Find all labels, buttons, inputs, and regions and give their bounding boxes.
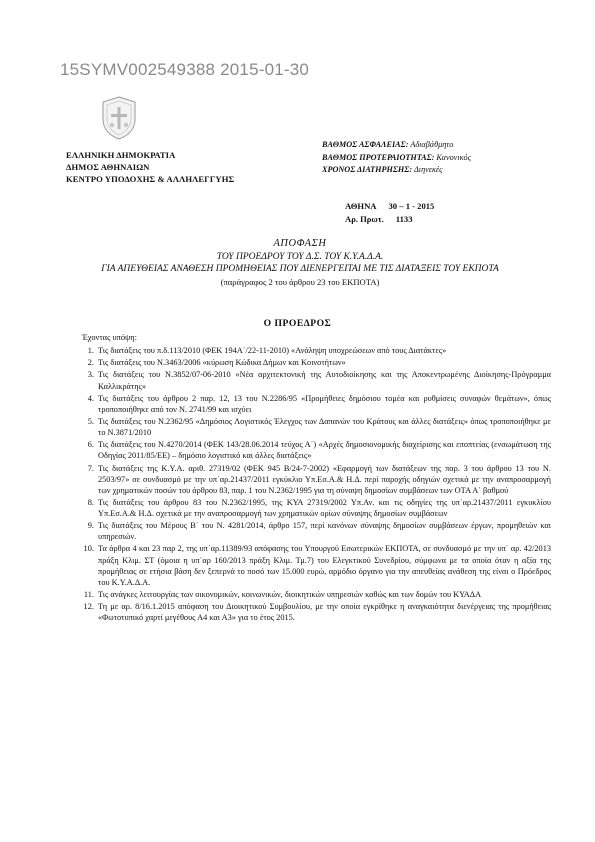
- list-item: 11. Τις ανάγκες λειτουργίας των οικονομικών, κοινωνικών, διοικητικών υπηρεσιών καθώς και των δομών του ΚΥΑΔΑ: [96, 589, 551, 600]
- issuer-line: ΚΕΝΤΡΟ ΥΠΟΔΟΧΗΣ & ΑΛΛΗΛΕΓΓΥΗΣ: [66, 174, 235, 184]
- decision-legal-note: (παράγραφος 2 του άρθρου 23 του ΕΚΠΟΤΑ): [220, 276, 380, 287]
- protocol-line: Αρ. Πρωτ. 1133: [345, 213, 413, 224]
- list-item: 5. Τις διατάξεις του Ν.2362/95 «Δημόσιος Λογιστικός Έλεγχος των Δαπανών του Κράτους και άλλες διατάξεις» όπως τροποποιήθηκε με το Ν.3871/2010: [96, 416, 551, 438]
- list-item: 1. Τις διατάξεις του π.δ.113/2010 (ΦΕΚ 194Α΄/22-11-2010) «Ανάληψη υποχρεώσεων από τους Διατάκτες»: [96, 345, 551, 356]
- list-item: 6. Τις διατάξεις του Ν.4270/2014 (ΦΕΚ 143/28.06.2014 τεύχος Α΄) «Αρχές δημοσιονομικής διαχείρισης και εποπτείας (ενσωμάτωση της Οδηγίας 2011/85/ΕΕ) – δημόσιο λογιστικό και άλλες διατάξεις»: [96, 439, 551, 461]
- list-item: 2. Τις διατάξεις του Ν.3463/2006 «κύρωση Κώδικα Δήμων και Κοινοτήτων»: [96, 357, 551, 368]
- decision-subject: ΓΙΑ ΑΠΕΥΘΕΙΑΣ ΑΝΑΘΕΣΗ ΠΡΟΜΗΘΕΙΑΣ ΠΟΥ ΔΙΕΝΕΡΓΕΙΤΑΙ ΜΕ ΤΙΣ ΔΙΑΤΑΞΕΙΣ ΤΟΥ ΕΚΠΟΤΑ: [101, 264, 499, 275]
- greek-republic-emblem-icon: [100, 95, 138, 141]
- list-item: 3. Τις διατάξεις του Ν.3852/07-06-2010 «Νέα αρχιτεκτονική της Αυτοδιοίκησης και της Αποκεντρωμένης Διοίκησης-Πρόγραμμα Καλλικράτης»: [96, 369, 551, 391]
- list-item: 10. Τα άρθρα 4 και 23 παρ 2, της υπ΄αρ.11389/93 απόφασης του Υπουργού Εσωτερικών ΕΚΠΟΤΑ, σε συνδυασμό με την υπ΄ αρ. 42/2013 πράξη Κλιμ. ΣΤ (όμοια η υπ΄αρ 160/2013 πράξη Κλιμ. Τμ.7) του Ελεγκτικού Συνεδρίου, σύμφωνα με τα οποία όταν η αξία της προμήθειας σε ετήσια βάση δεν ξεπερνά το ποσό των 15.000 ευρώ, αρμόδιο όργανο για την απευθείας ανάθεση της είναι ο Πρόεδρος του Κ.Υ.Α.Δ.Α.: [96, 543, 551, 587]
- list-item: 7. Τις διατάξεις της Κ.Υ.Α. αριθ. 27319/02 (ΦΕΚ 945 Β/24-7-2002) «Εφαρμογή των διατάξεων της παρ. 3 του άρθρου 13 του Ν. 2503/97» σε συνδυασμό με την υπ΄αρ.21437/2011 εγκύκλιο Υπ.Εσ.Α.& Η.Δ. περί παροχής οδηγιών σχετικά με την αναπροσαρμογή των χρηματικών ποσών του άρθρου 83, παρ. 1 του Ν.2362/1995 για τη σύναψη δημοσίων συμβάσεων των ΟΤΑ Α΄ βαθμού: [96, 463, 551, 496]
- list-item: 8. Τις διατάξεις του άρθρου 83 του Ν.2362/1995, της ΚΥΑ 27319/2002 Υπ.Αν. και τις οδηγίες της υπ΄αρ.21437/2011 εγκυκλίου Υπ.Εσ.Α.& Η.Δ. σχετικά με την αναπροσαρμογή των χρηματικών ορίων σύναψης δημοσίων συμβάσεων: [96, 497, 551, 519]
- considerations-list: [82, 345, 551, 624]
- document-id: 15SYMV002549388 2015-01-30: [60, 60, 310, 79]
- date-line: ΑΘΗΝΑ 30 – 1 - 2015: [345, 201, 435, 211]
- issuer-line: ΕΛΛΗΝΙΚΗ ΔΗΜΟΚΡΑΤΙΑ: [66, 150, 176, 160]
- role-heading: Ο ΠΡΟΕΔΡΟΣ: [263, 318, 332, 329]
- classification-priority: ΒΑΘΜΟΣ ΠΡΟΤΕΡΑΙΟΤΗΤΑΣ: Κανονικός: [322, 152, 471, 162]
- decision-title: [62, 238, 538, 288]
- issuer-line: ΔΗΜΟΣ ΑΘΗΝΑΙΩΝ: [66, 162, 150, 172]
- considerations-intro: Έχοντας υπόψη:: [82, 333, 137, 342]
- decision-subtitle: ΤΟΥ ΠΡΟΕΔΡΟΥ ΤΟΥ Δ.Σ. ΤΟΥ Κ.Υ.Α.Δ.Α.: [216, 251, 384, 262]
- classification-retention: ΧΡΟΝΟΣ ΔΙΑΤΗΡΗΣΗΣ: Διηνεκές: [322, 165, 443, 175]
- date-protocol-block: [345, 200, 434, 225]
- list-item: 4. Τις διατάξεις του άρθρου 2 παρ. 12, 13 του Ν.2286/95 «Προμήθειες δημόσιου τομέα και ρυθμίσεις συναφών θεμάτων», όπως τροποποιήθηκε από τον Ν. 2741/99 και ισχύει: [96, 393, 551, 415]
- issuer-block: [66, 149, 234, 185]
- list-item: 12. Τη με αρ. 8/16.1.2015 απόφαση του Διοικητικού Συμβουλίου, με την οποία εγκρίθηκε η αναγκαιότητα διενέργειας της προμήθειας «Φωτοτυπικό χαρτί μεγέθους Α4 και Α3» για το έτος 2015.: [96, 601, 551, 623]
- classification-security: ΒΑΘΜΟΣ ΑΣΦΑΛΕΙΑΣ: Αδιαβάθμητο: [322, 140, 454, 149]
- list-item: 9. Τις διατάξεις του Μέρους Β΄ του Ν. 4281/2014, άρθρο 157, περί κανόνων σύναψης δημοσίων συμβάσεων έργων, προμηθειών και υπηρεσιών.: [96, 520, 551, 542]
- decision-heading: ΑΠΟΦΑΣΗ: [273, 238, 327, 249]
- classification-block: [322, 139, 471, 177]
